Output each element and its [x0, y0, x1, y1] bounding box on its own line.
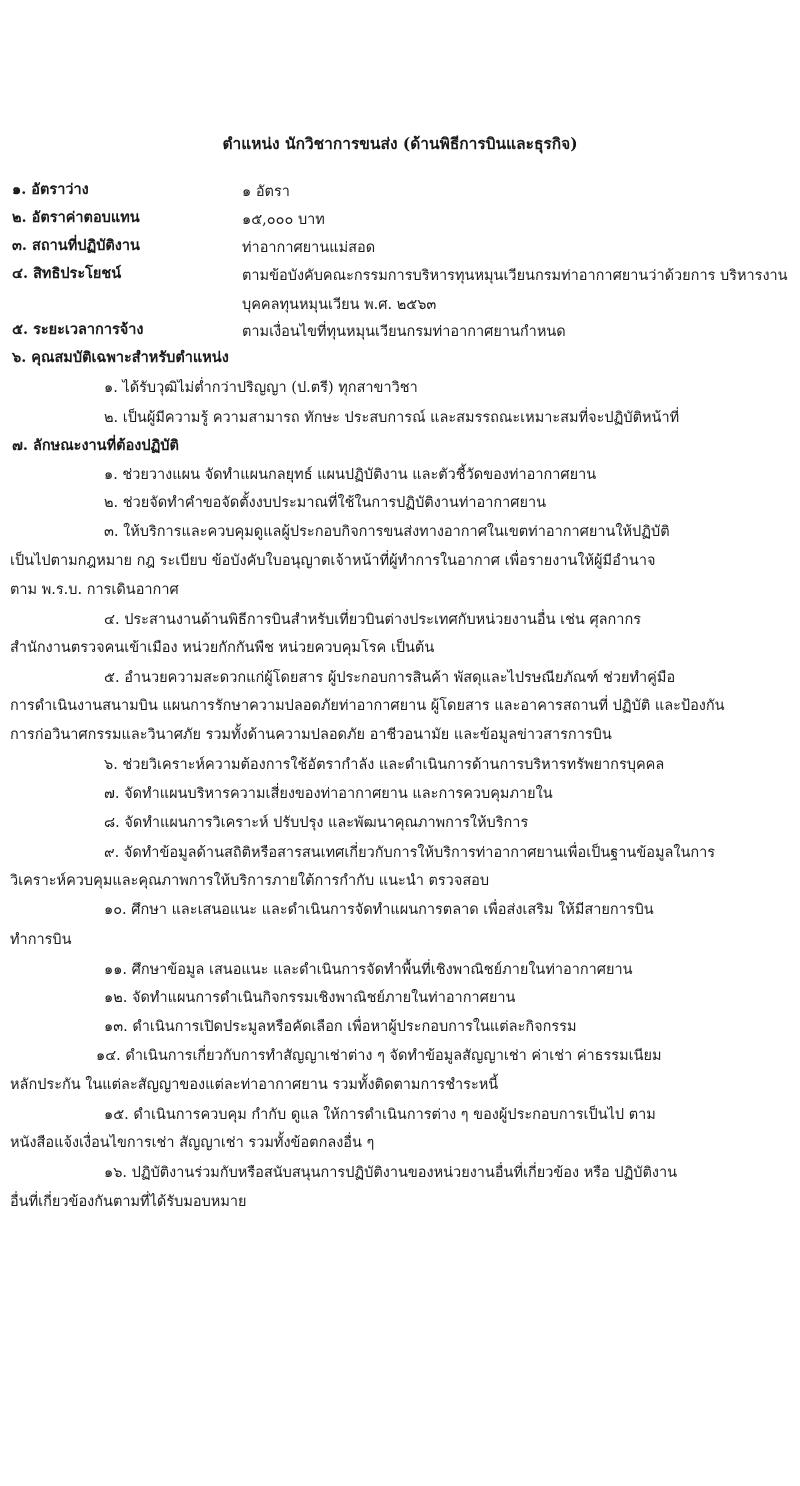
duty-item: ๑๒. จัดทำแผนการดำเนินกิจกรรมเชิงพาณิชย์ภายในท่าอากาศยาน [104, 990, 516, 1006]
info-value: ตามข้อบังคับคณะกรรมการบริหารทุนหมุนเวียนกรมท่าอากาศยานว่าด้วยการ บริหารงานบุคคลทุนหมุนเวียน พ.ศ. ๒๕๖๓ [242, 268, 788, 313]
duty-item: ๕. อำนวยความสะดวกแก่ผู้โดยสาร ผู้ประกอบการสินค้า พัสดุและไปรษณียภัณฑ์ ช่วยทำคู่มือ [104, 670, 676, 686]
qualification-item: ๑. ได้รับวุฒิไม่ต่ำกว่าปริญญา (ป.ตรี) ทุกสาขาวิชา [104, 380, 418, 396]
duty-item: ๑๖. ปฏิบัติงานร่วมกับหรือสนับสนุนการปฏิบัติงานของหน่วยงานอื่นที่เกี่ยวข้อง หรือ ปฏิบัติงาน [104, 1165, 678, 1181]
info-value: ท่าอากาศยานแม่สอด [242, 240, 376, 256]
info-label: ๔. สิทธิประโยชน์ [12, 265, 122, 282]
info-value: ๑ อัตรา [242, 184, 290, 200]
info-label: ๑. อัตราว่าง [12, 181, 89, 198]
duty-item: ๑๔. ดำเนินการเกี่ยวกับการทำสัญญาเช่าต่าง ๆ จัดทำข้อมูลสัญญาเช่า ค่าเช่า ค่าธรรมเนียม [96, 1048, 662, 1064]
info-label: ๒. อัตราค่าตอบแทน [12, 209, 140, 226]
duty-item-continuation: หนังสือแจ้งเงื่อนไขการเช่า สัญญาเช่า รวมทั้งข้อตกลงอื่น ๆ [10, 1135, 375, 1151]
duty-item-continuation: การก่อวินาศกรรมและวินาศภัย รวมทั้งด้านความปลอดภัย อาชีวอนามัย และข้อมูลข่าวสารการบิน [10, 727, 612, 743]
info-value: ๑๕,๐๐๐ บาท [242, 212, 325, 228]
duty-item: ๑๕. ดำเนินการควบคุม กำกับ ดูแล ให้การดำเนินการต่าง ๆ ของผู้ประกอบการเป็นไป ตาม [104, 1107, 656, 1123]
duty-item: ๙. จัดทำข้อมูลด้านสถิติหรือสารสนเทศเกี่ยวกับการให้บริการท่าอากาศยานเพื่อเป็นฐานข้อมูลในการ [104, 845, 716, 861]
qualification-item: ๒. เป็นผู้มีความรู้ ความสามารถ ทักษะ ประสบการณ์ และสมรรถณะเหมาะสมที่จะปฏิบัติหน้าที่ [104, 410, 680, 426]
duty-item: ๑๓. ดำเนินการเปิดประมูลหรือคัดเลือก เพื่อหาผู้ประกอบการในแต่ละกิจกรรม [104, 1019, 577, 1035]
page-title: ตำแหน่ง นักวิชาการขนส่ง (ด้านพิธีการบินและธุรกิจ) [222, 134, 578, 153]
duty-item: ๑. ช่วยวางแผน จัดทำแผนกลยุทธ์ แผนปฏิบัติงาน และตัวชี้วัดของท่าอากาศยาน [104, 467, 597, 483]
duty-item-continuation: วิเคราะห์ควบคุมและคุณภาพการให้บริการภายใต้การกำกับ แนะนำ ตรวจสอบ [10, 873, 490, 889]
section-qualifications-heading: ๖. คุณสมบัติเฉพาะสำหรับตำแหน่ง [12, 349, 229, 366]
info-label: ๓. สถานที่ปฏิบัติงาน [12, 237, 140, 254]
duty-item: ๒. ช่วยจัดทำคำขอจัดตั้งงบประมาณที่ใช้ในการปฏิบัติงานท่าอากาศยาน [104, 495, 547, 511]
duty-item-continuation: เป็นไปตามกฎหมาย กฎ ระเบียบ ข้อบังคับใบอนุญาตเจ้าหน้าที่ผู้ทำการในอากาศ เพื่อรายงานให้ผู้มีอำนาจ [10, 553, 656, 569]
duty-item-continuation: การดำเนินงานสนามบิน แผนการรักษาความปลอดภัยท่าอากาศยาน ผู้โดยสาร และอาคารสถานที่ ปฏิบัติ และป้องกัน [10, 698, 725, 714]
duty-item-continuation: ทำการบิน [10, 932, 72, 948]
duty-item: ๑๐. ศึกษา และเสนอแนะ และดำเนินการจัดทำแผนการตลาด เพื่อส่งเสริม ให้มีสายการบิน [104, 902, 654, 918]
section-duties-heading: ๗. ลักษณะงานที่ต้องปฏิบัติ [12, 437, 179, 454]
info-value: ตามเงื่อนไขที่ทุนหมุนเวียนกรมท่าอากาศยานกำหนด [242, 324, 566, 340]
duty-item: ๑๑. ศึกษาข้อมูล เสนอแนะ และดำเนินการจัดทำพื้นที่เชิงพาณิชย์ภายในท่าอากาศยาน [104, 962, 633, 978]
duty-item: ๓. ให้บริการและควบคุมดูแลผู้ประกอบกิจการขนส่งทางอากาศในเขตท่าอากาศยานให้ปฏิบัติ [104, 524, 670, 540]
duty-item: ๖. ช่วยวิเคราะห์ความต้องการใช้อัตรากำลัง และดำเนินการด้านการบริหารทรัพยากรบุคคล [104, 757, 665, 773]
duty-item-continuation: ตาม พ.ร.บ. การเดินอากาศ [10, 582, 179, 598]
duty-item: ๘. จัดทำแผนการวิเคราะห์ ปรับปรุง และพัฒนาคุณภาพการให้บริการ [104, 815, 529, 831]
info-label: ๕. ระยะเวลาการจ้าง [12, 321, 144, 338]
duty-item-continuation: สำนักงานตรวจคนเข้าเมือง หน่วยกักกันพืช หน่วยควบคุมโรค เป็นต้น [10, 640, 435, 656]
duty-item-continuation: หลักประกัน ในแต่ละสัญญาของแต่ละท่าอากาศยาน รวมทั้งติดตามการชำระหนี้ [10, 1077, 499, 1093]
duty-item: ๗. จัดทำแผนบริหารความเสี่ยงของท่าอากาศยาน และการควบคุมภายใน [104, 786, 553, 802]
duty-item: ๔. ประสานงานด้านพิธีการบินสำหรับเที่ยวบินต่างประเทศกับหน่วยงานอื่น เช่น ศุลกากร [104, 612, 642, 628]
duty-item-continuation: อื่นที่เกี่ยวข้องกันตามที่ได้รับมอบหมาย [10, 1194, 247, 1210]
